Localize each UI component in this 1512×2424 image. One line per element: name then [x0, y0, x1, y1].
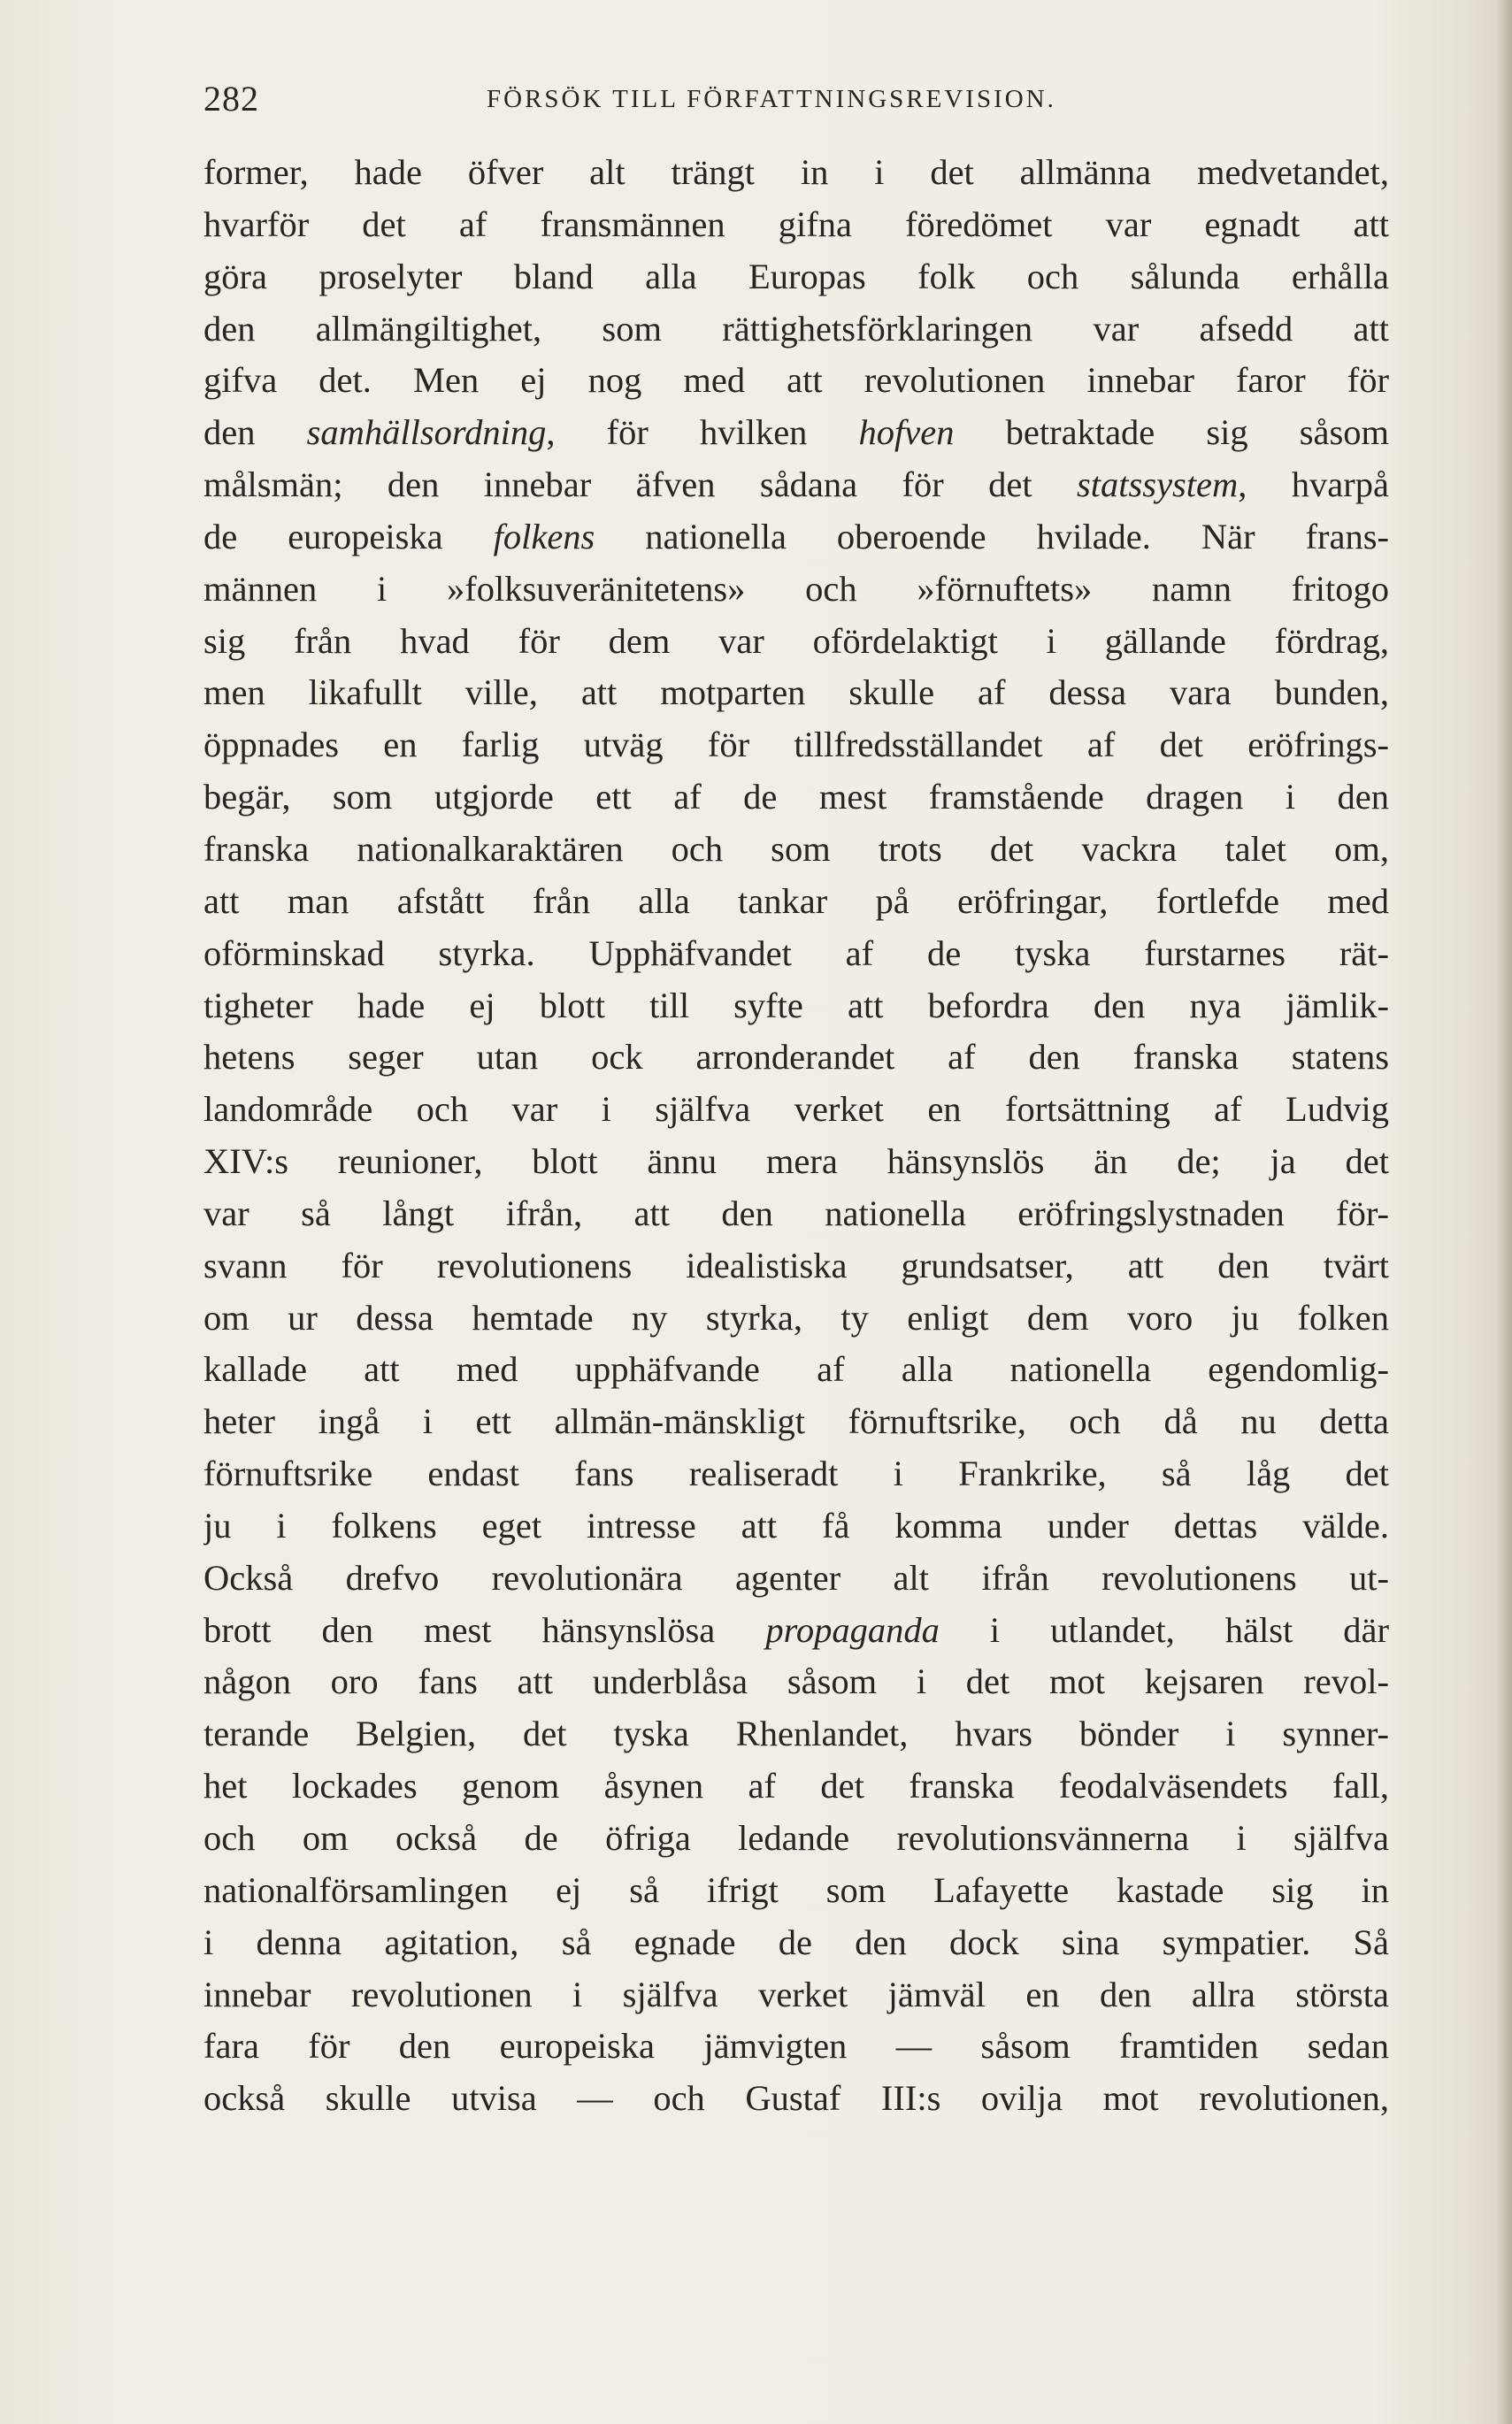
text-line: ju i folkens eget intresse att få komma under dettas välde. [203, 1505, 1389, 1546]
text-line: fara för den europeiska jämvigten — såsom framtiden sedan [203, 2026, 1389, 2067]
text-line: XIV:s reunioner, blott ännu mera hänsynslös än de; ja det [203, 1141, 1389, 1182]
text-line: svann för revolutionens idealistiska grundsatser, att den tvärt [203, 1245, 1389, 1285]
text-line: hvarför det af fransmännen gifna föredömet var egnadt att [203, 203, 1389, 244]
page-number: 282 [203, 79, 259, 119]
text-line: oförminskad styrka. Upphäfvandet af de tyska furstarnes rät- [203, 932, 1389, 973]
text-line: Också drefvo revolutionära agenter alt ifrån revolutionens ut- [203, 1557, 1389, 1598]
text-line: förnuftsrike endast fans realiseradt i Frankrike, så låg det [203, 1454, 1389, 1494]
text-line: het lockades genom åsynen af det franska feodalväsendets fall, [203, 1766, 1389, 1806]
text-line: kallade att med upphäfvande af alla nationella egendomlig- [203, 1349, 1389, 1390]
text-line: öppnades en farlig utväg för tillfredsställandet af det eröfrings- [203, 725, 1389, 765]
text-line: sig från hvad för dem var ofördelaktigt i gällande fördrag, [203, 620, 1389, 661]
text-line: var så långt ifrån, att den nationella eröfringslystnaden för- [203, 1193, 1389, 1233]
page-edge-shadow [1496, 0, 1512, 2424]
text-line: tigheter hade ej blott till syfte att befordra den nya jämlik- [203, 985, 1389, 1025]
text-line: franska nationalkaraktären och som trots det vackra talet om, [203, 828, 1389, 869]
body-text [203, 147, 1389, 2125]
text-line: göra proselyter bland alla Europas folk och sålunda erhålla [203, 256, 1389, 296]
text-line: om ur dessa hemtade ny styrka, ty enligt dem voro ju folken [203, 1297, 1389, 1338]
running-head: FÖRSÖK TILL FÖRFATTNINGSREVISION. [487, 85, 1056, 113]
text-line: innebar revolutionen i själfva verket jämväl en den allra största [203, 1974, 1389, 2014]
page-header [203, 73, 1389, 126]
text-line: och om också de öfriga ledande revolutionsvännerna i själfva [203, 1818, 1389, 1858]
italic-term: folkens [493, 516, 595, 556]
text-line: begär, som utgjorde ett af de mest framstående dragen i den [203, 777, 1389, 817]
text-line: någon oro fans att underblåsa såsom i det mot kejsaren revol- [203, 1661, 1389, 1702]
text-line: målsmän; den innebar äfven sådana för det statssystem, hvarpå [203, 464, 1389, 505]
text-line: den samhällsordning, för hvilken hofven betraktade sig såsom [203, 412, 1389, 453]
text-line: också skulle utvisa — och Gustaf III:s ovilja mot revolutionen, [203, 2078, 1389, 2119]
text-line: hetens seger utan ock arronderandet af den franska statens [203, 1037, 1389, 1078]
text-line: i denna agitation, så egnade de den dock sina sympatier. Så [203, 1922, 1389, 1962]
italic-term: samhällsordning [306, 412, 547, 453]
italic-term: propaganda [765, 1609, 940, 1650]
text-line: gifva det. Men ej nog med att revolutionen innebar faror för [203, 360, 1389, 401]
italic-term: hofven [858, 412, 955, 453]
text-line: männen i »folksuveränitetens» och »förnuftets» namn fritogo [203, 568, 1389, 609]
italic-term: statssystem [1077, 464, 1239, 505]
text-line: landområde och var i själfva verket en fortsättning af Ludvig [203, 1089, 1389, 1130]
text-line: de europeiska folkens nationella oberoende hvilade. När frans- [203, 516, 1389, 556]
text-line: brott den mest hänsynslösa propaganda i utlandet, hälst där [203, 1609, 1389, 1650]
text-line: nationalförsamlingen ej så ifrigt som Lafayette kastade sig in [203, 1869, 1389, 1910]
text-line: den allmängiltighet, som rättighetsförklaringen var afsedd att [203, 308, 1389, 349]
text-line: former, hade öfver alt trängt in i det allmänna medvetandet, [203, 152, 1389, 192]
text-line: heter ingå i ett allmän-mänskligt förnuftsrike, och då nu detta [203, 1401, 1389, 1442]
text-line: terande Belgien, det tyska Rhenlandet, hvars bönder i synner- [203, 1714, 1389, 1754]
text-line: men likafullt ville, att motparten skulle af dessa vara bunden, [203, 672, 1389, 713]
text-line: att man afstått från alla tankar på eröfringar, fortlefde med [203, 880, 1389, 921]
